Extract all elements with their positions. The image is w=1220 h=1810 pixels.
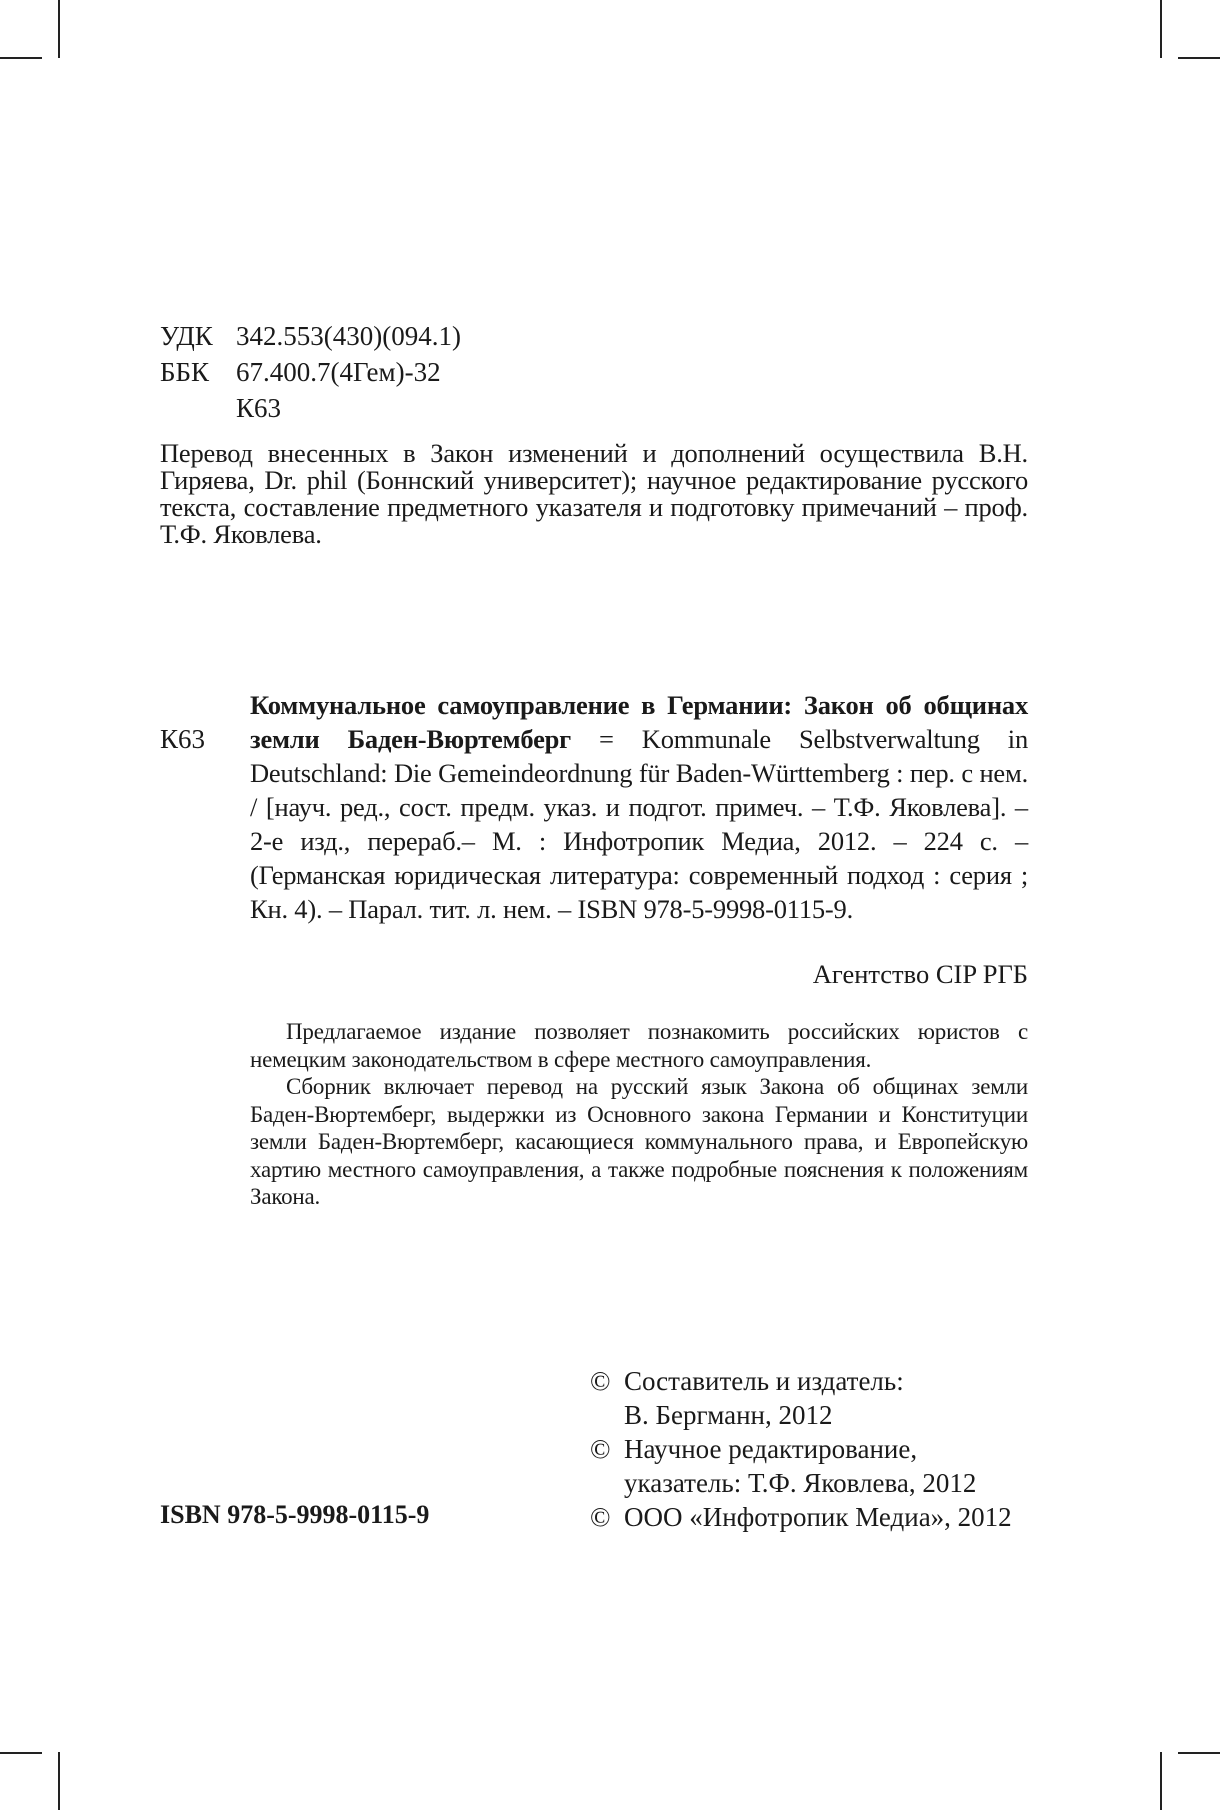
crop-mark-bottom-left (58, 1752, 60, 1810)
udk-value: 342.553(430)(094.1) (236, 321, 461, 351)
copyright-line: Научное редактирование, (624, 1434, 918, 1464)
bbk-label: ББК (160, 357, 210, 387)
copyright-line: Составитель и издатель: (624, 1366, 904, 1396)
crop-mark-top-left (58, 0, 60, 58)
catalog-record (250, 688, 1028, 926)
crop-mark-bottom-left-h (0, 1752, 42, 1754)
crop-mark-bottom-right-h (1178, 1752, 1220, 1754)
copyright-line: ООО «Инфотропик Медиа», 2012 (624, 1502, 1012, 1532)
annotation (250, 1018, 1028, 1211)
catalog-author-sign: К63 (160, 724, 206, 754)
catalog-title: Коммунальное самоуправление в Германии: Закон об общинах земли Баден-Вюртемберг (250, 690, 1028, 754)
bbk-row (160, 354, 461, 390)
copyright-symbol: © (590, 1502, 611, 1532)
translation-credits: Перевод внесенных в Закон изменений и дополнений осуществила В.Н. Гиряева, Dr. phil (Боннский университет); научное редактирование русского текста, составление предметного указателя и подготовку примечаний – проф. Т.Ф. Яковлева. (160, 438, 1028, 549)
udk-row (160, 318, 461, 354)
copyright-symbol: © (590, 1366, 611, 1396)
copyright-item (590, 1364, 1012, 1432)
crop-mark-top-right (1160, 0, 1162, 58)
copyright-line: указатель: Т.Ф. Яковлева, 2012 (624, 1468, 977, 1498)
copyright-item (590, 1432, 1012, 1500)
copyright-symbol: © (590, 1434, 611, 1464)
annotation-paragraph-1: Предлагаемое издание позволяет познакомить российских юристов с немецким законодательством в сфере местного самоуправления. (250, 1019, 1028, 1072)
crop-mark-top-right-h (1178, 57, 1220, 59)
crop-mark-top-left-h (0, 57, 42, 59)
cip-agency: Агентство CIP РГБ (812, 959, 1028, 989)
copyright-block (590, 1364, 1012, 1534)
bbk-value: 67.400.7(4Гем)-32 (236, 357, 441, 387)
copyright-item (590, 1500, 1012, 1534)
author-sign: К63 (236, 393, 282, 423)
crop-mark-bottom-right (1160, 1752, 1162, 1810)
catalog-description: = Kommunale Selbstverwaltung in Deutschland: Die Gemeindeordnung für Baden-Württemberg : пер. с нем. / [науч. ред., сост. предм. указ. и подгот. примеч. – Т.Ф. Яковлева]. – 2-е изд., перераб.– М. : Инфотропик Медиа, 2012. – 224 с. – (Германская юридическая литература: современный подход : серия ; Кн. 4). – Парал. тит. л. нем. – ISBN 978-5-9998-0115-9. (250, 724, 1028, 924)
annotation-paragraph-2: Сборник включает перевод на русский язык Закона об общинах земли Баден-Вюртемберг, выдержки из Основного закона Германии и Конституции земли Баден-Вюртемберг, касающиеся коммунального права, и Европейскую хартию местного самоуправления, а также подробные пояснения к положениям Закона. (250, 1074, 1028, 1209)
author-sign-row (160, 390, 461, 426)
isbn: ISBN 978-5-9998-0115-9 (160, 1500, 430, 1529)
copyright-line: В. Бергманн, 2012 (624, 1400, 833, 1430)
classification-codes (160, 318, 461, 426)
udk-label: УДК (160, 321, 213, 351)
